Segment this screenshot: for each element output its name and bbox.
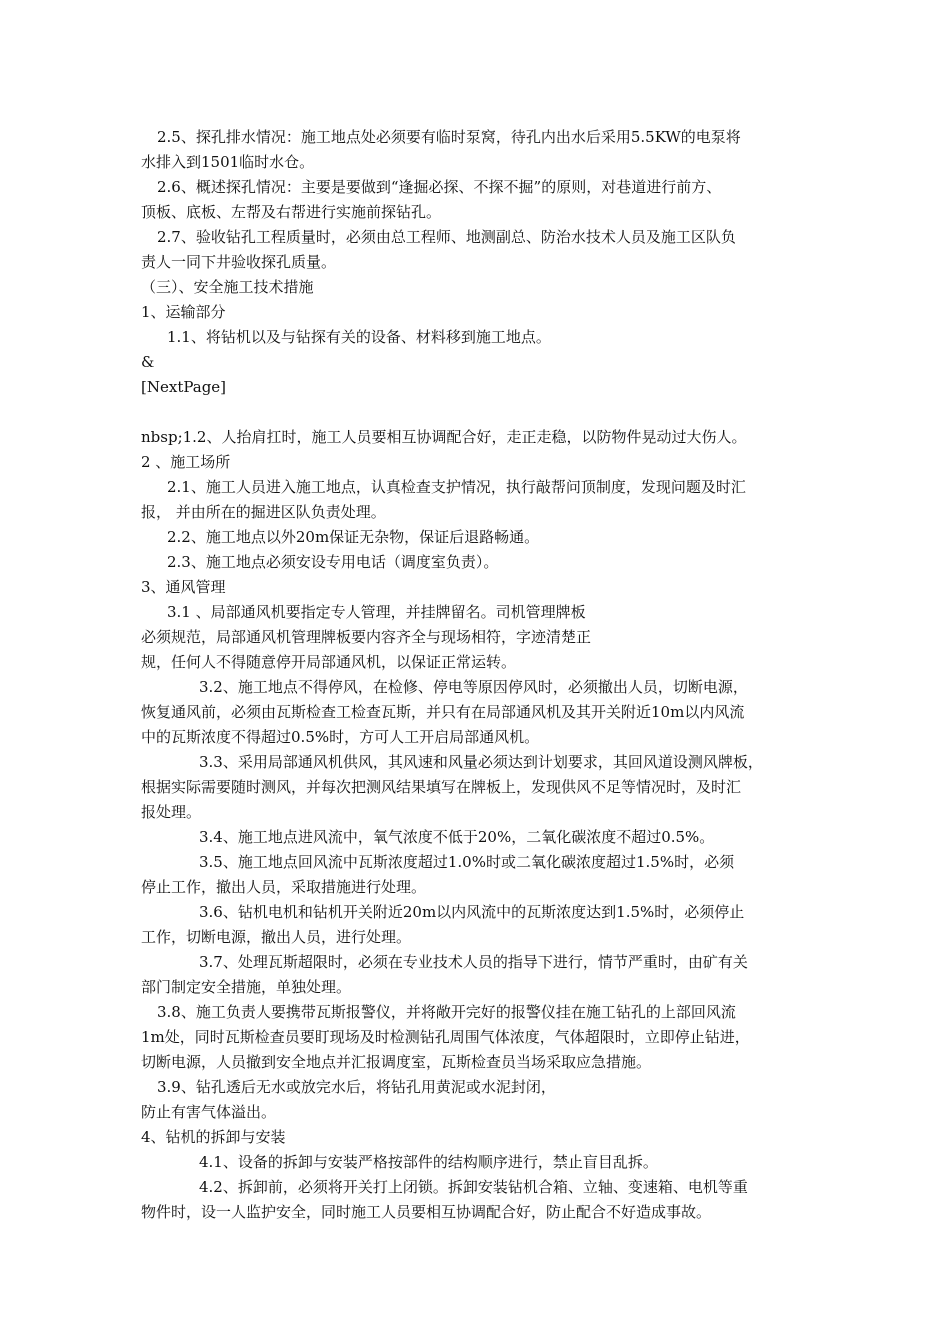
para-2-3: 2.3、施工地点必须安设专用电话（调度室负责）。 [167,553,499,571]
para-3-8-line-1: 3.8、施工负责人要携带瓦斯报警仪，并将敞开完好的报警仪挂在施工钻孔的上部回风流 [157,1003,736,1021]
para-3-3-line-2: 根据实际需要随时测风，并每次把测风结果填写在牌板上，发现供风不足等情况时，及时汇 [141,778,742,796]
para-3-7-line-1: 3.7、处理瓦斯超限时，必须在专业技术人员的指导下进行，情节严重时，由矿有关 [199,953,748,971]
para-3-1-line-1: 3.1 、局部通风机要指定专人管理，并挂牌留名。司机管理牌板 [167,603,586,621]
para-2-1-line-1: 2.1、施工人员进入施工地点，认真检查支护情况，执行敲帮问顶制度，发现问题及时汇 [167,478,746,496]
para-3-5-line-2: 停止工作，撤出人员，采取措施进行处理。 [141,878,427,896]
nextpage-marker: [NextPage] [141,378,227,396]
para-3-8-line-3: 切断电源，人员撤到安全地点并汇报调度室，瓦斯检查员当场采取应急措施。 [141,1053,652,1071]
para-3-1-line-2: 必须规范，局部通风机管理牌板要内容齐全与现场相符，字迹清楚正 [141,628,592,646]
para-3-2-line-2: 恢复通风前，必须由瓦斯检查工检查瓦斯，并只有在局部通风机及其开关附近10m以内风流 [141,703,745,721]
para-2-7-line-2: 责人一同下井验收探孔质量。 [141,253,337,271]
para-3-4: 3.4、施工地点进风流中，氧气浓度不低于20%，二氧化碳浓度不超过0.5%。 [199,828,715,846]
para-2-7-line-1: 2.7、验收钻孔工程质量时，必须由总工程师、地测副总、防治水技术人员及施工区队负 [157,228,736,246]
para-3-3-line-1: 3.3、采用局部通风机供风，其风速和风量必须达到计划要求，其回风道设测风牌板， [199,753,763,771]
subheading-ventilation: 3、通风管理 [141,578,226,596]
para-2-5-line-2: 水排入到1501临时水仓。 [141,153,315,171]
para-3-5-line-1: 3.5、施工地点回风流中瓦斯浓度超过1.0%时或二氧化碳浓度超过1.5%时，必须 [199,853,735,871]
ampersand-artifact: & [141,353,155,371]
subheading-transport: 1、运输部分 [141,303,226,321]
para-3-1-line-3: 规，任何人不得随意停开局部通风机，以保证正常运转。 [141,653,517,671]
subheading-site: 2 、施工场所 [141,453,231,471]
para-3-3-line-3: 报处理。 [141,803,202,821]
para-2-2: 2.2、施工地点以外20m保证无杂物，保证后退路畅通。 [167,528,540,546]
subheading-drill-assembly: 4、钻机的拆卸与安装 [141,1128,286,1146]
para-3-7-line-2: 部门制定安全措施，单独处理。 [141,978,352,996]
para-2-5-line-1: 2.5、探孔排水情况：施工地点处必须要有临时泵窝，待孔内出水后采用5.5KW的电泵将 [157,128,741,146]
para-2-6-line-1: 2.6、概述探孔情况：主要是要做到“逢掘必探、不探不掘”的原则，对巷道进行前方、 [157,178,722,196]
para-3-6-line-1: 3.6、钻机电机和钻机开关附近20m以内风流中的瓦斯浓度达到1.5%时，必须停止 [199,903,745,921]
para-4-2-line-2: 物件时，设一人监护安全，同时施工人员要相互协调配合好，防止配合不好造成事故。 [141,1203,712,1221]
para-3-2-line-3: 中的瓦斯浓度不得超过0.5%时，方可人工开启局部通风机。 [141,728,540,746]
para-4-2-line-1: 4.2、拆卸前，必须将开关打上闭锁。拆卸安装钻机合箱、立轴、变速箱、电机等重 [199,1178,748,1196]
para-3-6-line-2: 工作，切断电源，撤出人员，进行处理。 [141,928,412,946]
para-1-2: nbsp;1.2、人抬肩扛时，施工人员要相互协调配合好，走正走稳，以防物件晃动过大伤人。 [141,428,747,446]
section-heading-3: （三）、安全施工技术措施 [141,278,314,296]
para-4-1: 4.1、设备的拆卸与安装严格按部件的结构顺序进行，禁止盲目乱拆。 [199,1153,658,1171]
para-2-6-line-2: 顶板、底板、左帮及右帮进行实施前探钻孔。 [141,203,442,221]
para-1-1: 1.1、将钻机以及与钻探有关的设备、材料移到施工地点。 [167,328,551,346]
para-2-1-line-2: 报， 并由所在的掘进区队负责处理。 [141,503,386,521]
para-3-9-line-2: 防止有害气体溢出。 [141,1103,277,1121]
para-3-8-line-2: 1m处，同时瓦斯检查员要盯现场及时检测钻孔周围气体浓度，气体超限时，立即停止钻进， [141,1028,750,1046]
para-3-9-line-1: 3.9、钻孔透后无水或放完水后，将钻孔用黄泥或水泥封闭， [157,1078,556,1096]
para-3-2-line-1: 3.2、施工地点不得停风，在检修、停电等原因停风时，必须撤出人员，切断电源， [199,678,748,696]
